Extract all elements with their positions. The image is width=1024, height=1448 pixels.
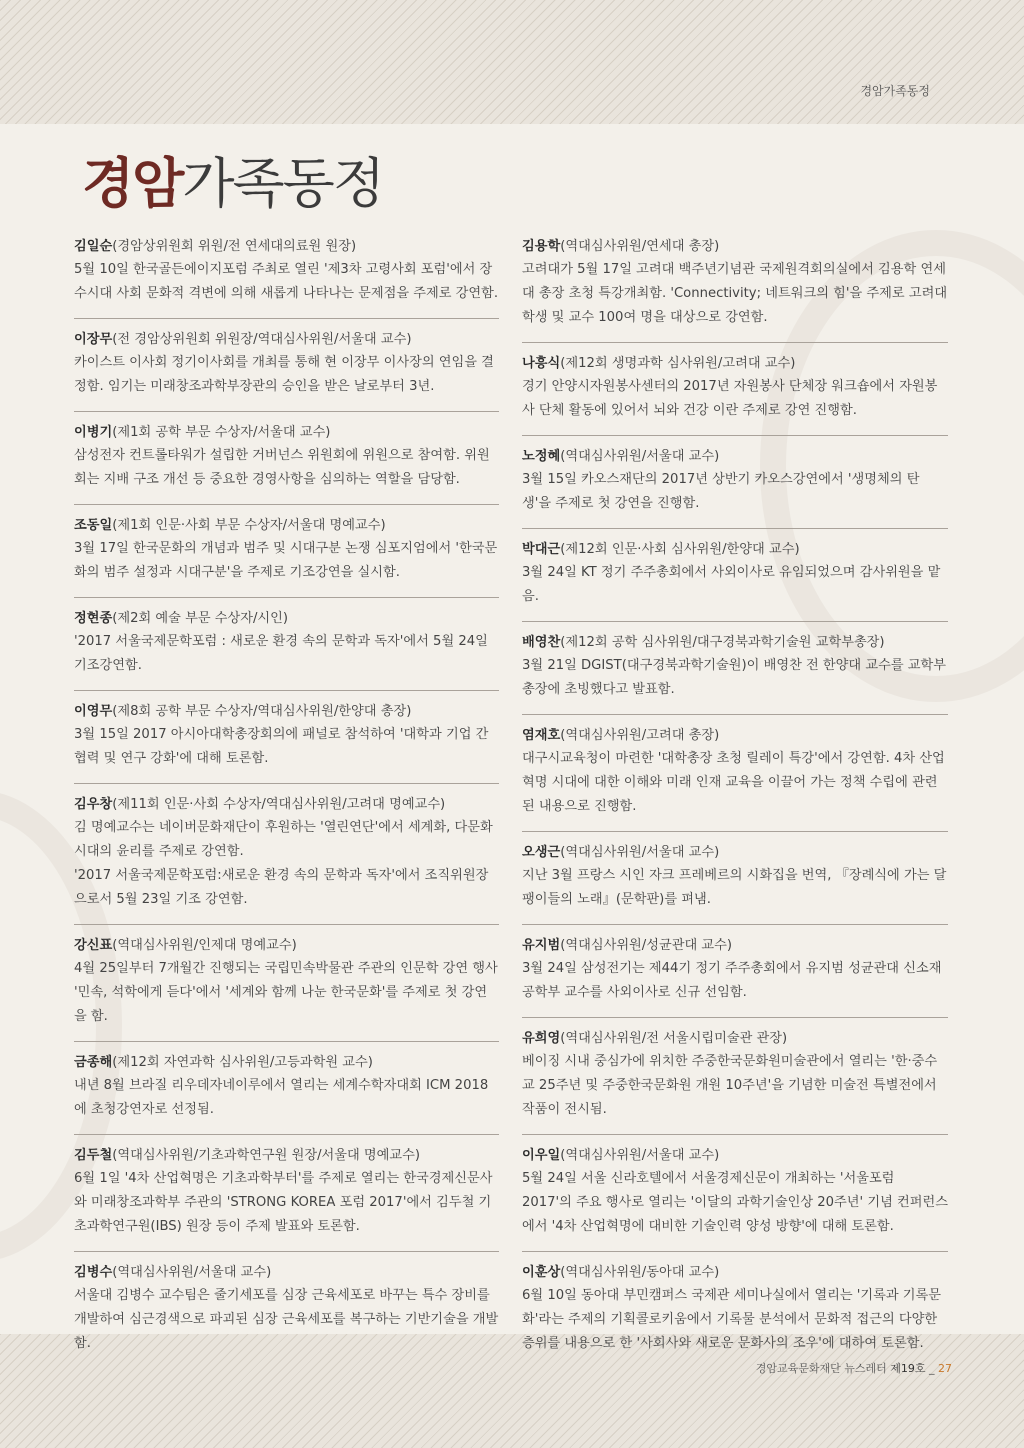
person-name: 김일순: [74, 239, 113, 254]
person-name: 강신표: [74, 938, 113, 953]
entry-description: 고려대가 5월 17일 고려대 백주년기념관 국제원격회의실에서 김용학 연세대 총장 초청 특강개최함. 'Connectivity; 네트워크의 힘'을 주제로 고려대 학생 및 교수 100여 명을 대상으로 강연함.: [522, 262, 948, 325]
person-name: 유희영: [522, 1031, 561, 1046]
entry-heading: [522, 632, 948, 654]
news-entry: [74, 1042, 499, 1135]
entry-heading: [74, 422, 499, 444]
person-name: 배영찬: [522, 635, 561, 650]
entry-heading: [522, 725, 948, 747]
entry-description: 3월 24일 삼성전기는 제44기 정기 주주총회에서 유지범 성균관대 신소재공학부 교수를 사외이사로 신규 선임함.: [522, 961, 942, 1000]
entry-heading: [74, 1145, 499, 1167]
footer-issue: 제19호: [890, 1362, 926, 1375]
page-footer: [756, 1360, 952, 1376]
news-entry: [522, 1135, 948, 1252]
person-name: 염재호: [522, 728, 561, 743]
news-entry: [522, 436, 948, 529]
person-name: 김우창: [74, 797, 113, 812]
entry-description: 3월 15일 2017 아시아대학총장회의에 패널로 참석하여 '대학과 기업 간 협력 및 연구 강화'에 대해 토론함.: [74, 727, 489, 766]
news-entry: [74, 319, 499, 412]
person-role: (역대심사위원/성균관대 교수): [560, 938, 733, 953]
entry-description: 대구시교육청이 마련한 '대학총장 초청 릴레이 특강'에서 강연함. 4차 산업혁명 시대에 대한 이해와 미래 인재 교육을 이끌어 가는 정책 수립에 관련된 내용으로 진행함.: [522, 751, 945, 814]
news-entry: [522, 343, 948, 436]
person-role: (제1회 공학 부문 수상자/서울대 교수): [112, 425, 331, 440]
news-entry: [522, 715, 948, 832]
top-stripe-band: [0, 0, 1024, 124]
news-entry: [522, 236, 948, 343]
entry-description: 베이징 시내 중심가에 위치한 주중한국문화원미술관에서 열리는 '한·중수교 25주년 및 주중한국문화원 개원 10주년'을 기념한 미술전 특별전에서 작품이 전시됨.: [522, 1054, 938, 1117]
entry-description: 경기 안양시자원봉사센터의 2017년 자원봉사 단체장 워크숍에서 자원봉사 단체 활동에 있어서 뇌와 건강 이란 주제로 강연 진행함.: [522, 379, 938, 418]
news-entry: [522, 832, 948, 925]
page-title: [82, 152, 383, 216]
news-entry: [522, 1018, 948, 1135]
news-entry: [522, 925, 948, 1018]
person-name: 김두철: [74, 1148, 113, 1163]
entry-heading: [74, 1262, 499, 1284]
person-role: (경암상위원회 위원/전 연세대의료원 원장): [112, 239, 357, 254]
entry-heading: [522, 1145, 948, 1167]
entry-description: 6월 10일 동아대 부민캠퍼스 국제관 세미나실에서 열리는 '기록과 기록문화'라는 주제의 기획콜로키움에서 기록물 분석에서 문화적 접근의 다양한 층위를 내용으로 한 '사회사와 새로운 문화사의 조우'에 대하여 토론함.: [522, 1288, 942, 1351]
news-entry: [74, 925, 499, 1042]
entry-description: 내년 8월 브라질 리우데자네이루에서 열리는 세계수학자대회 ICM 2018에 초청강연자로 선정됨.: [74, 1078, 489, 1117]
news-entry: [74, 412, 499, 505]
entry-heading: [74, 515, 499, 537]
right-column: [522, 236, 948, 1368]
person-name: 이우일: [522, 1148, 561, 1163]
entry-heading: [522, 446, 948, 468]
news-entry: [522, 622, 948, 715]
entry-heading: [74, 794, 499, 816]
news-entry: [74, 505, 499, 598]
page-title-rest: 가족동정: [182, 152, 383, 215]
person-role: (제12회 공학 심사위원/대구경북과학기술원 교학부총장): [560, 635, 885, 650]
news-entry: [74, 1135, 499, 1252]
news-entry: [74, 598, 499, 691]
entry-description: 5월 10일 한국골든에이지포럼 주최로 열린 '제3차 고령사회 포럼'에서 장수시대 사회 문화적 격변에 의해 새롭게 나타나는 문제점을 주제로 강연함.: [74, 262, 499, 301]
person-role: (역대심사위원/서울대 교수): [112, 1265, 272, 1280]
entry-heading: [74, 935, 499, 957]
person-role: (제2회 예술 부문 수상자/시인): [112, 611, 289, 626]
entry-description: 6월 1일 '4차 산업혁명은 기초과학부터'를 주제로 열리는 한국경제신문사와 미래창조과학부 주관의 'STRONG KOREA 포럼 2017'에서 김두철 기초과학연구원(IBS) 원장 등이 주제 발표와 토론함.: [74, 1171, 493, 1234]
person-name: 오생근: [522, 845, 561, 860]
entry-heading: [74, 329, 499, 351]
person-name: 유지범: [522, 938, 561, 953]
person-name: 김용학: [522, 239, 561, 254]
person-role: (역대심사위원/연세대 총장): [560, 239, 720, 254]
section-label: 경암가족동정: [860, 84, 930, 98]
person-name: 노정혜: [522, 449, 561, 464]
person-name: 이영무: [74, 704, 113, 719]
entry-description: 3월 21일 DGIST(대구경북과학기술원)이 배영찬 전 한양대 교수를 교학부총장에 초빙했다고 발표함.: [522, 658, 946, 697]
person-name: 김병수: [74, 1265, 113, 1280]
person-role: (제12회 자연과학 심사위원/고등과학원 교수): [112, 1055, 373, 1070]
page-number: 27: [938, 1362, 952, 1375]
entry-heading: [74, 608, 499, 630]
person-role: (제12회 생명과학 심사위원/고려대 교수): [560, 356, 796, 371]
entry-description: 카이스트 이사회 정기이사회를 개최를 통해 현 이장무 이사장의 연임을 결정함. 임기는 미래창조과학부장관의 승인을 받은 날로부터 3년.: [74, 355, 494, 394]
news-entry: [522, 529, 948, 622]
entry-heading: [522, 236, 948, 258]
entry-heading: [74, 1052, 499, 1074]
person-role: (전 경암상위원회 위원장/역대심사위원/서울대 교수): [112, 332, 412, 347]
news-entry: [522, 1252, 948, 1368]
person-name: 이훈상: [522, 1265, 561, 1280]
person-role: (제1회 인문·사회 부문 수상자/서울대 명예교수): [112, 518, 386, 533]
person-role: (역대심사위원/기초과학연구원 원장/서울대 명예교수): [112, 1148, 421, 1163]
news-entry: [74, 236, 499, 319]
entry-description: 3월 24일 KT 정기 주주총회에서 사외이사로 유임되었으며 감사위원을 맡음.: [522, 565, 941, 604]
left-column: [74, 236, 499, 1368]
entry-description: 김 명예교수는 네이버문화재단이 후원하는 '열린연단'에서 세계화, 다문화 시대의 윤리를 주제로 강연함.: [74, 820, 493, 859]
person-role: (역대심사위원/서울대 교수): [560, 449, 720, 464]
entry-description: 서울대 김병수 교수팀은 줄기세포를 심장 근육세포로 바꾸는 특수 장비를 개발하여 심근경색으로 파괴된 심장 근육세포를 복구하는 기반기술을 개발함.: [74, 1288, 499, 1351]
entry-heading: [522, 1262, 948, 1284]
entry-description: 3월 15일 카오스재단의 2017년 상반기 카오스강연에서 '생명체의 탄생'을 주제로 첫 강연을 진행함.: [522, 472, 920, 511]
person-role: (제11회 인문·사회 수상자/역대심사위원/고려대 명예교수): [112, 797, 446, 812]
entry-heading: [522, 539, 948, 561]
person-name: 정현종: [74, 611, 113, 626]
entry-heading: [522, 1028, 948, 1050]
person-name: 조동일: [74, 518, 113, 533]
entry-heading: [522, 353, 948, 375]
news-entry: [74, 1252, 499, 1368]
news-entry: [74, 784, 499, 925]
person-name: 박대근: [522, 542, 561, 557]
person-role: (역대심사위원/서울대 교수): [560, 845, 720, 860]
entry-heading: [74, 701, 499, 723]
entry-description: '2017 서울국제문학포럼 : 새로운 환경 속의 문학과 독자'에서 5월 24일 기조강연함.: [74, 634, 488, 673]
person-role: (제12회 인문·사회 심사위원/한양대 교수): [560, 542, 800, 557]
entry-description-continued: '2017 서울국제문학포럼:새로운 환경 속의 문학과 독자'에서 조직위원장으로서 5월 23일 기조 강연함.: [74, 868, 489, 907]
page-title-bold: 경암: [82, 152, 183, 215]
person-role: (역대심사위원/동아대 교수): [560, 1265, 720, 1280]
entry-description: 4월 25일부터 7개월간 진행되는 국립민속박물관 주관의 인문학 강연 행사 '민속, 석학에게 듣다'에서 '세계와 함께 나눈 한국문화'를 주제로 첫 강연을 함.: [74, 961, 498, 1024]
person-name: 금종해: [74, 1055, 113, 1070]
footer-publisher: 경암교육문화재단 뉴스레터: [755, 1362, 887, 1375]
entry-heading: [522, 842, 948, 864]
entry-heading: [522, 935, 948, 957]
entry-description: 지난 3월 프랑스 시인 자크 프레베르의 시화집을 번역, 『장례식에 가는 달팽이들의 노래』(문학판)를 펴냄.: [522, 868, 947, 907]
person-role: (역대심사위원/인제대 명예교수): [112, 938, 297, 953]
footer-separator: _: [929, 1362, 935, 1375]
person-role: (역대심사위원/고려대 총장): [560, 728, 720, 743]
person-role: (역대심사위원/전 서울시립미술관 관장): [560, 1031, 788, 1046]
entry-description: 3월 17일 한국문화의 개념과 범주 및 시대구분 논쟁 심포지엄에서 '한국문화의 범주 설정과 시대구분'을 주제로 기조강연을 실시함.: [74, 541, 498, 580]
entry-description: 삼성전자 컨트롤타워가 설립한 거버넌스 위원회에 위원으로 참여함. 위원회는 지배 구조 개선 등 중요한 경영사항을 심의하는 역할을 담당함.: [74, 448, 490, 487]
news-entry: [74, 691, 499, 784]
entry-description: 5월 24일 서울 신라호텔에서 서울경제신문이 개최하는 '서울포럼 2017'의 주요 행사로 열리는 '이달의 과학기술인상 20주년' 기념 컨퍼런스에서 '4차 산업혁명에 대비한 기술인력 양성 방향'에 대해 토론함.: [522, 1171, 948, 1234]
entry-heading: [74, 236, 499, 258]
person-name: 이장무: [74, 332, 113, 347]
person-name: 이병기: [74, 425, 113, 440]
person-name: 나흥식: [522, 356, 561, 371]
person-role: (제8회 공학 부문 수상자/역대심사위원/한양대 총장): [112, 704, 412, 719]
person-role: (역대심사위원/서울대 교수): [560, 1148, 720, 1163]
